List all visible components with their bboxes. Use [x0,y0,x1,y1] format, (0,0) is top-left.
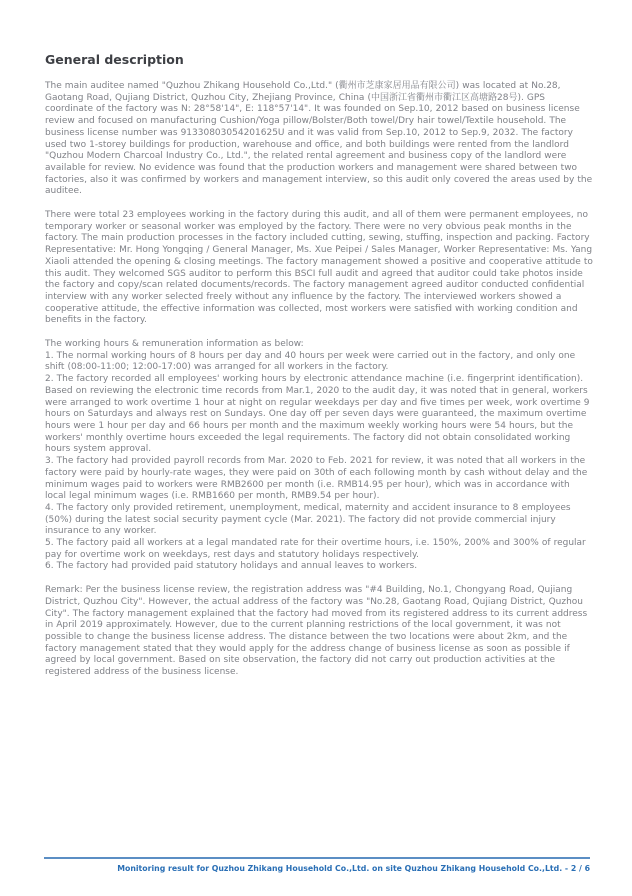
footer-page-info: Monitoring result for Quzhou Zhikang Household Co.,Ltd. on site Quzhou Zhikang Household Co.,Ltd. - 2 / 6 [117,864,590,873]
paragraph-remark: Remark: Per the business license review, the registration address was "#4 Building, No.1, Chongyang Road, Qujiang District, Quzhou City". However, the actual address of the factory was "No.28, Gaotang Road, Qujiang District, Quzhou City". The factory management explained that the factory had moved from its registered address to its current address in April 2019 approximately. However, due to the current planning restrictions of the local government, it was not possible to change the business license address. The distance between the two locations were about 2km, and the factory management stated that they would apply for the address change of business license as soon as possible if agreed by local government. Based on site observation, the factory did not carry out production activities at the registered address of the business license. [45,585,588,678]
working-hours-item-2: 2. The factory recorded all employees' working hours by electronic attendance machine (i.e. fingerprint identification). Based on reviewing the electronic time records from Mar.1, 2020 to the audit day, it was noted that in general, workers were arranged to work overtime 1 hour at night on regular weekdays per day and five times per week, work overtime 9 hours on Saturdays and always rest on Sundays. One day off per seven days were guaranteed, the maximum overtime hours were 1 hour per day and 66 hours per month and the maximum weekly working hours were 54 hours, but the workers' monthly overtime hours exceeded the legal requirements. The factory did not obtain consolidated working hours system approval. [45,374,590,455]
working-hours-item-6: 6. The factory had provided paid statutory holidays and annual leaves to workers. [45,561,418,572]
working-hours-item-5: 5. The factory paid all workers at a legal mandated rate for their overtime hours, i.e. 150%, 200% and 300% of regular pay for overtime work on weekdays, rest days and statutory holidays respectively. [45,538,586,560]
section-heading: General description [45,52,184,67]
working-hours-item-3: 3. The factory had provided payroll records from Mar. 2020 to Feb. 2021 for review, it was noted that all workers in the factory were paid by hourly-rate wages, they were paid on 30th of each following month by cash without delay and the minimum wages paid to workers were RMB2600 per month (i.e. RMB14.95 per hour), which was in accordance with local legal minimum wages (i.e. RMB1660 per month, RMB9.54 per hour). [45,456,588,502]
paragraph-auditee-overview: The main auditee named "Quzhou Zhikang Household Co.,Ltd." (衢州市芝康家居用品有限公司) was located at No.28, Gaotang Road, Qujiang District, Quzhou City, Zhejiang Province, China (中国浙江省衢州市衢江区高塘路28号). GPS coordinate of the factory was N: 28°58'14", E: 118°57'14". It was founded on Sep.10, 2012 based on business license review and focused on manufacturing Cushion/Yoga pillow/Bolster/Both towel/Dry hair towel/Textile household. The business license number was 91330803054201625U and it was valid from Sep.10, 2012 to Sep.9, 2032. The factory used two 1-storey buildings for production, warehouse and office, and both buildings were rented from the landlord "Quzhou Modern Charcoal Industry Co., Ltd.", the related rental agreement and business copy of the landlord were available for review. No evidence was found that the production workers and management were shared between two factories, also it was confirmed by workers and management interview, so this audit only covered the areas used by the auditee. [45,81,593,197]
paragraph-employees-and-audit: There were total 23 employees working in the factory during this audit, and all of them were permanent employees, no temporary worker or seasonal worker was employed by the factory. There were no very obvious peak months in the factory. The main production processes in the factory included cutting, sewing, stuffing, inspection and packing. Factory Representative: Mr. Hong Yongqing / General Manager, Ms. Xue Peipei / Sales Manager, Worker Representative: Ms. Yang Xiaoli attended the opening & closing meetings. The factory management showed a positive and cooperative attitude to this audit. They welcomed SGS auditor to perform this BSCI full audit and agreed that auditor could take photos inside the factory and copy/scan related documents/records. The factory management agreed auditor conducted confidential interview with any worker selected freely without any influence by the factory. The interviewed workers showed a cooperative attitude, the effective information was collected, most workers were satisfied with working condition and benefits in the factory. [45,210,593,326]
working-hours-item-4: 4. The factory only provided retirement, unemployment, medical, maternity and accident insurance to 8 employees (50%) during the latest social security payment cycle (Mar. 2021). The factory did not provide commercial injury insurance to any worker. [45,502,571,537]
working-hours-intro: The working hours & remuneration information as below: [45,339,304,350]
working-hours-block [45,339,593,573]
working-hours-item-1: 1. The normal working hours of 8 hours per day and 40 hours per week were carried out in the factory, and only one shift (08:00-11:00; 12:00-17:00) was arranged for all workers in the factory. [45,350,576,373]
footer-divider [44,857,590,859]
document-content [45,52,593,679]
